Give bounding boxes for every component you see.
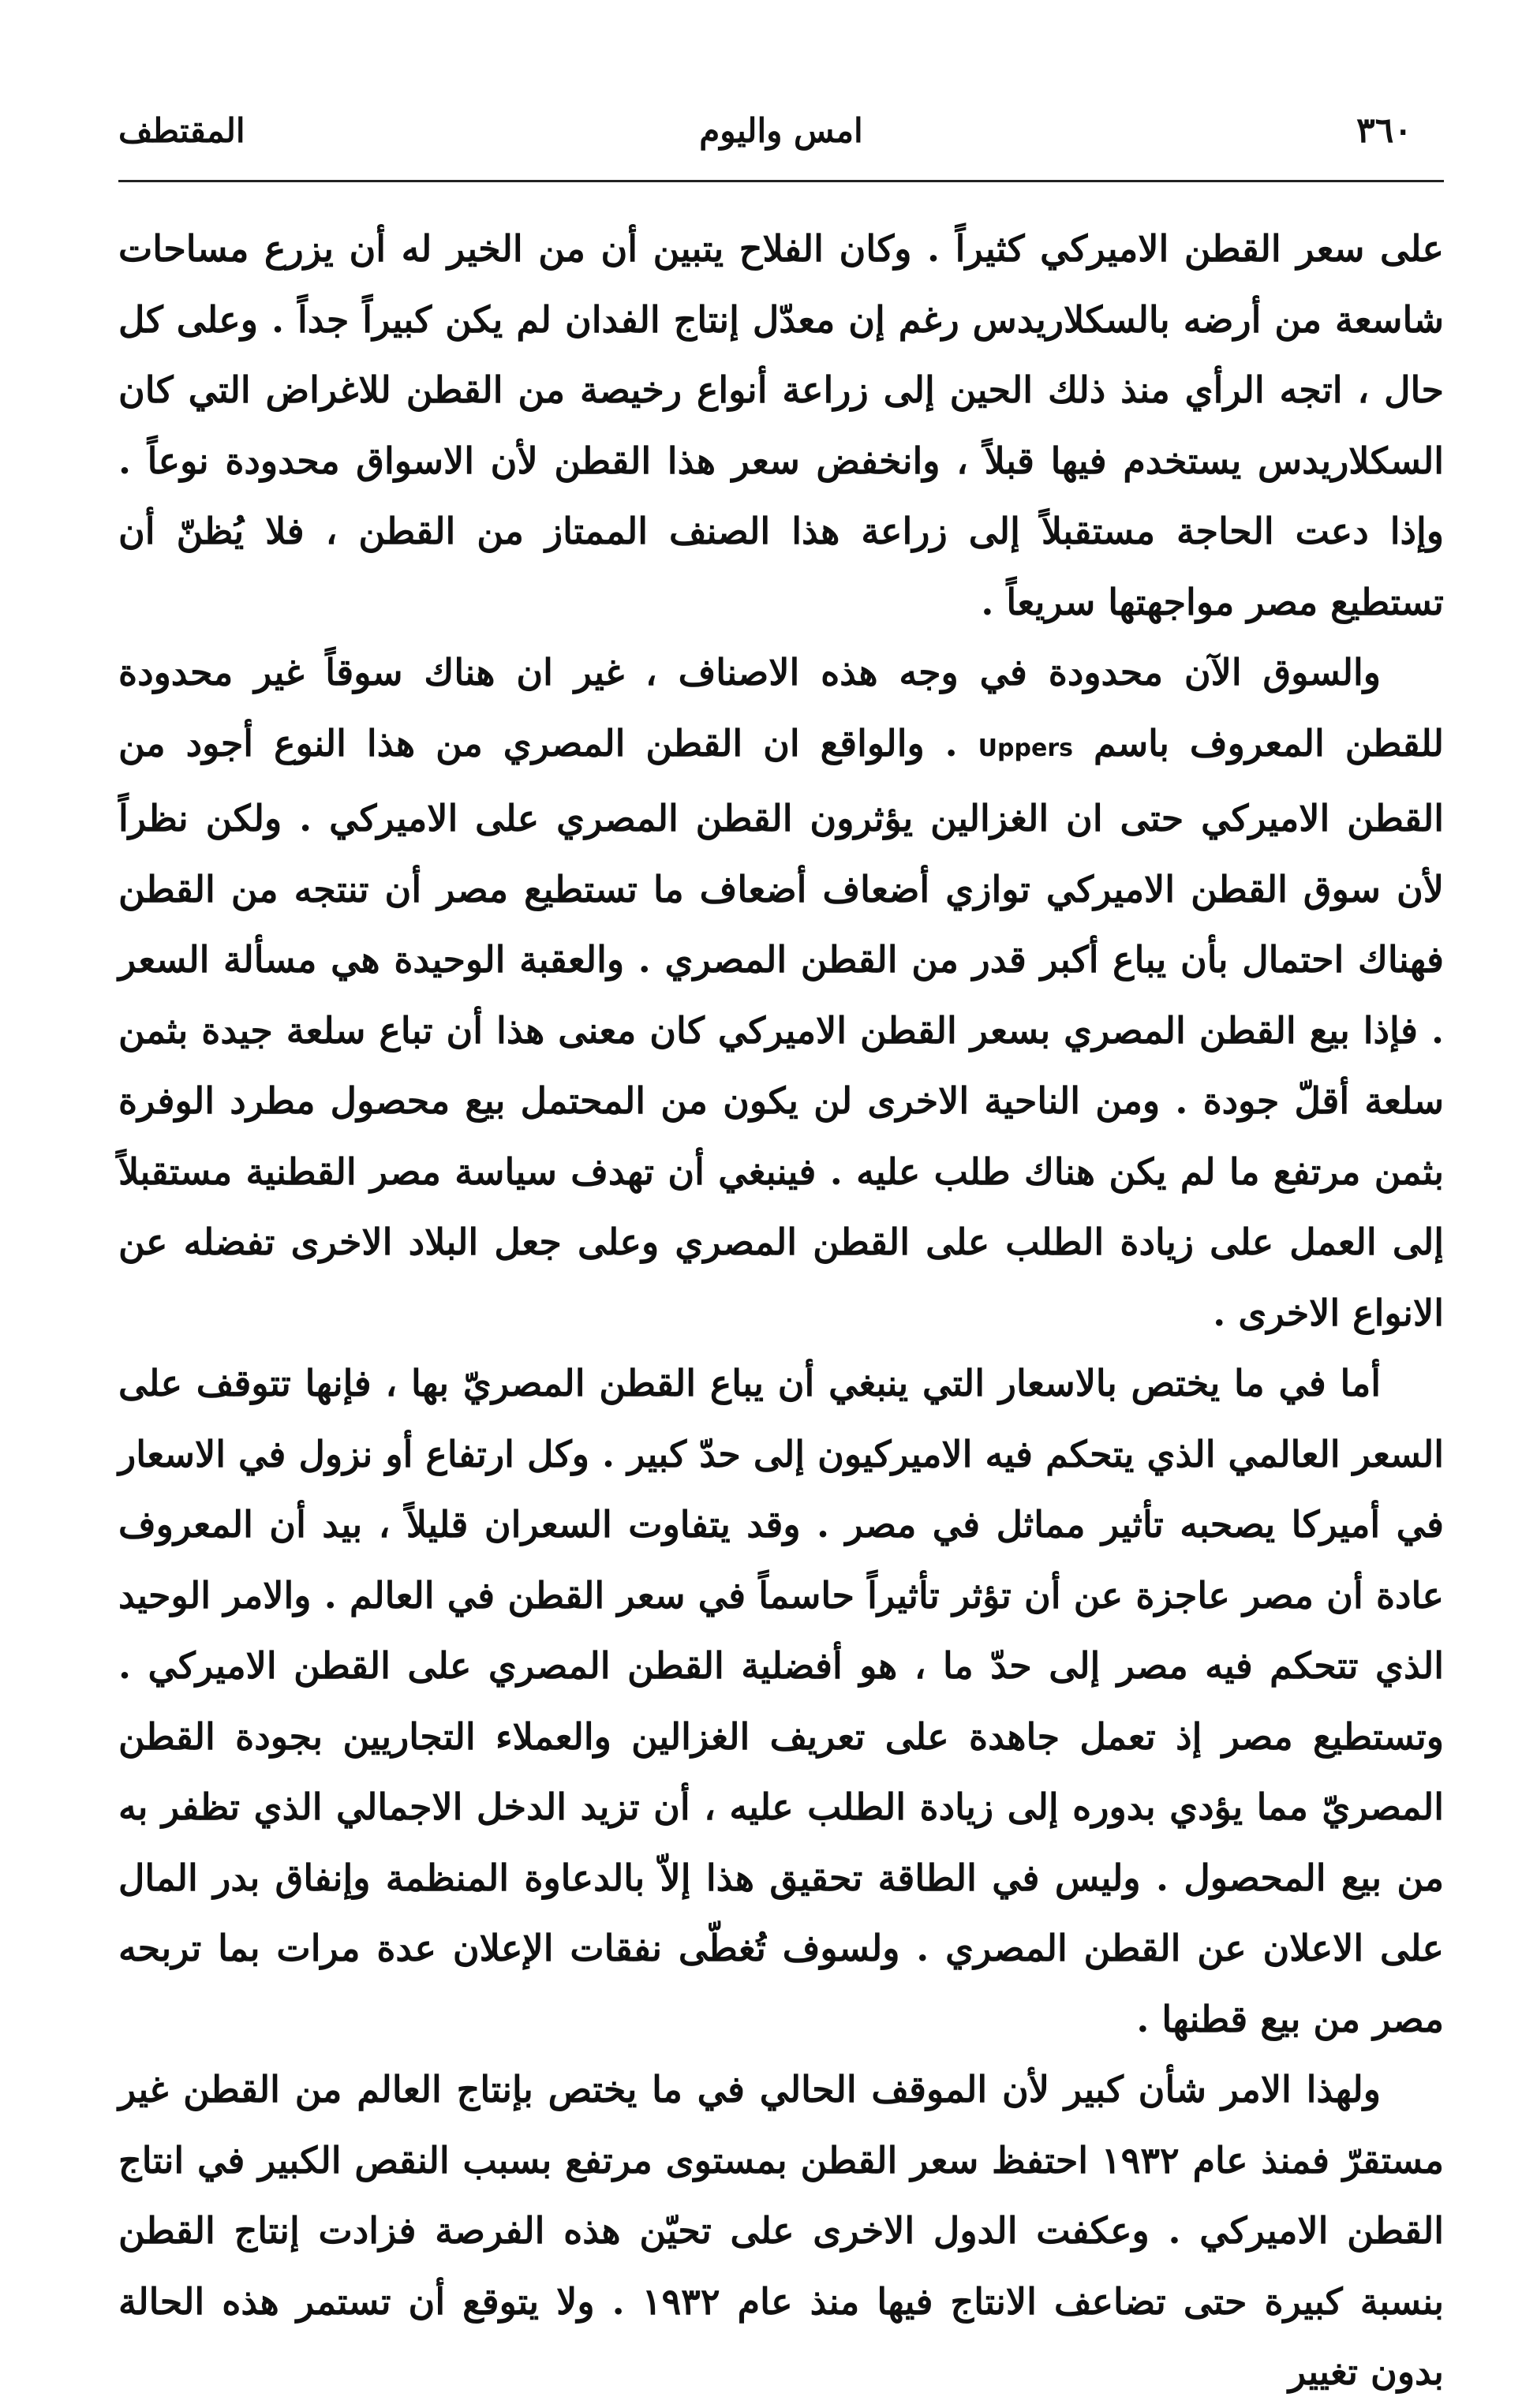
latin-term: Uppers (978, 734, 1073, 762)
paragraph-3: أما في ما يختص بالاسعار التي ينبغي أن يباع القطن المصريّ بها ، فإنها تتوقف على السعر العالمي الذي يتحكم فيه الاميركيون إلى حدّ كبير . وكل ارتفاع أو نزول في الاسعار في أميركا يصحبه تأثير مماثل في مصر . وقد يتفاوت السعران قليلاً ، بيد أن المعروف عادة أن مصر عاجزة عن أن تؤثر تأثيراً حاسماً في سعر القطن في العالم . والامر الوحيد الذي تتحكم فيه مصر إلى حدّ ما ، هو أفضلية القطن المصري على القطن الاميركي . وتستطيع مصر إذ تعمل جاهدة على تعريف الغزالين والعملاء التجاريين بجودة القطن المصريّ مما يؤدي بدوره إلى زيادة الطلب عليه ، أن تزيد الدخل الاجمالي الذي تظفر به من بيع المحصول . وليس في الطاقة تحقيق هذا إلاّ بالدعاوة المنظمة وإنفاق بدر المال على الاعلان عن القطن المصري . ولسوف تُغطّى نفقات الإعلان عدة مرات بما تربحه مصر من بيع قطنها . (118, 1362, 1444, 2040)
article-body (118, 214, 1444, 2408)
book-page (118, 87, 1445, 2393)
header-rule (118, 180, 1444, 182)
paragraph-1: على سعر القطن الاميركي كثيراً . وكان الفلاح يتبين أن من الخير له أن يزرع مساحات شاسعة من أرضه بالسكلاريدس رغم إن معدّل إنتاج الفدان لم يكن كبيراً جداً . وعلى كل حال ، اتجه الرأي منذ ذلك الحين إلى زراعة أنواع رخيصة من القطن للاغراض التي كان السكلاريدس يستخدم فيها قبلاً ، وانخفض سعر هذا القطن لأن الاسواق محدودة نوعاً . وإذا دعت الحاجة مستقبلاً إلى زراعة هذا الصنف الممتاز من القطن ، فلا يُظنّ أن تستطيع مصر مواجهتها سريعاً . (118, 227, 1444, 623)
paragraph-2-part-2: . والواقع ان القطن المصري من هذا النوع أجود من القطن الاميركي حتى ان الغزالين يؤثرون القطن المصري على الاميركي . ولكن نظراً لأن سوق القطن الاميركي توازي أضعاف أضعاف ما تستطيع مصر أن تنتجه من القطن فهناك احتمال بأن يباع أكبر قدر من القطن المصري . والعقبة الوحيدة هي مسألة السعر . فإذا بيع القطن المصري بسعر القطن الاميركي كان معنى هذا أن تباع سلعة جيدة بثمن سلعة أقلّ جودة . ومن الناحية الاخرى لن يكون من المحتمل بيع محصول مطرد الوفرة بثمن مرتفع ما لم يكن هناك طلب عليه . فينبغي أن تهدف سياسة مصر القطنية مستقبلاً إلى العمل على زيادة الطلب على القطن المصري وعلى جعل البلاد الاخرى تفضله عن الانواع الاخرى . (118, 721, 1444, 1334)
paragraph-2-part-1: والسوق الآن محدودة في وجه هذه الاصناف ، غير ان هناك سوقاً غير محدودة للقطن المعروف باسم (118, 651, 1445, 765)
journal-name: المقتطف (118, 110, 245, 150)
page-header (118, 87, 1444, 174)
paragraph-4: ولهذا الامر شأن كبير لأن الموقف الحالي في ما يختص بإنتاج العالم من القطن غير مستقرّ فمنذ عام ١٩٣٢ احتفظ سعر القطن بمستوى مرتفع بسبب النقص الكبير في انتاج القطن الاميركي . وعكفت الدول الاخرى على تحيّن هذه الفرصة فزادت إنتاج القطن بنسبة كبيرة حتى تضاعف الانتاج فيها منذ عام ١٩٣٢ . ولا يتوقع أن تستمر هذه الحالة بدون تغيير (118, 2068, 1444, 2393)
paragraph-2 (118, 638, 1444, 1348)
page-number: ٣٦٠ (1356, 110, 1412, 151)
section-title: امس واليوم (699, 110, 863, 150)
